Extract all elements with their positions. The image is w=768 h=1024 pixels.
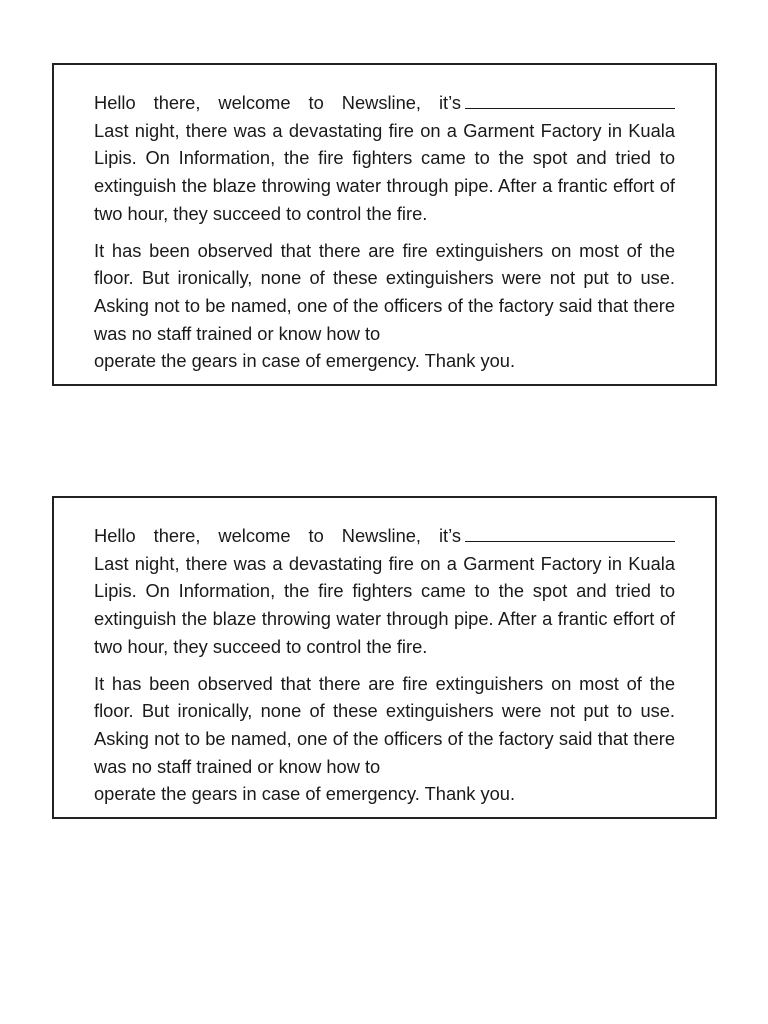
paragraph-1-text: Last night, there was a devastating fire on a Garment Factory in Kuala Lipis. On Information, the fire fighters came to the spot and tried to extinguish the blaze throwing water through pipe. After a frantic effort of two hour, they succeed to control the fire. [94,119,675,224]
news-script-card-1 [52,63,717,386]
paragraph-2-text: It has been observed that there are fire extinguishers on most of the floor. But ironically, none of these extinguishers were not put to use. Asking not to be named, one of the officers of the factory said that there was no staff trained or know how to [94,239,675,344]
paragraph-1-text: Last night, there was a devastating fire on a Garment Factory in Kuala Lipis. On Information, the fire fighters came to the spot and tried to extinguish the blaze throwing water through pipe. After a frantic effort of two hour, they succeed to control the fire. [94,552,675,657]
news-script-text [94,522,675,808]
fill-in-blank [465,92,675,109]
paragraph-2-last-line: operate the gears in case of emergency. Thank you. [94,783,516,805]
paragraph-1 [94,89,675,228]
intro-line [94,522,675,550]
fill-in-blank [465,525,675,542]
paragraph-2-last-line: operate the gears in case of emergency. Thank you. [94,350,516,372]
paragraph-2 [94,237,675,376]
intro-text: Hello there, welcome to Newsline, it’s [94,525,461,546]
paragraph-2-text: It has been observed that there are fire extinguishers on most of the floor. But ironically, none of these extinguishers were not put to use. Asking not to be named, one of the officers of the factory said that there was no staff trained or know how to [94,672,675,777]
intro-text: Hello there, welcome to Newsline, it’s [94,92,461,113]
news-script-card-2 [52,496,717,819]
paragraph-1 [94,522,675,661]
intro-line [94,89,675,117]
paragraph-2 [94,670,675,809]
news-script-text [94,89,675,375]
